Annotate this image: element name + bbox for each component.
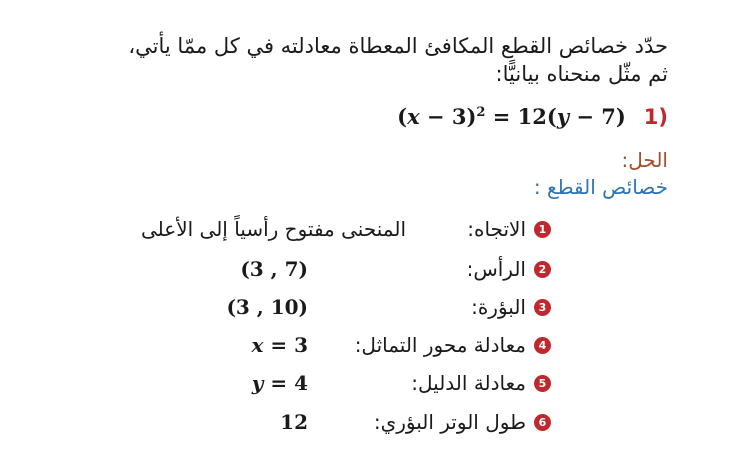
property-value: y = 4 — [251, 371, 308, 395]
problem-number: 1) — [643, 105, 668, 129]
property-value: 12 — [280, 410, 308, 434]
number-bullet: 5 — [534, 375, 551, 392]
property-label: الاتجاه: — [467, 217, 526, 241]
problem-equation: $(x - 3)^2 = 12(y - 7)$ — [397, 104, 626, 129]
solution-heading: الحل: — [621, 148, 668, 172]
question-line-2: ثم مثّل منحناه بيانيًّا: — [495, 62, 668, 86]
property-label: معادلة محور التماثل: — [354, 333, 526, 357]
number-bullet: 4 — [534, 337, 551, 354]
number-bullet: 2 — [534, 261, 551, 278]
properties-heading: خصائص القطع : — [533, 175, 668, 199]
property-label: الرأس: — [466, 257, 526, 281]
property-label: البؤرة: — [471, 295, 526, 319]
number-bullet: 1 — [534, 221, 551, 238]
property-value: x = 3 — [251, 333, 308, 357]
number-bullet: 3 — [534, 299, 551, 316]
property-label: طول الوتر البؤري: — [373, 410, 526, 434]
problem-row — [397, 104, 668, 129]
property-label: معادلة الدليل: — [411, 371, 526, 395]
property-value: المنحنى مفتوح رأسياً إلى الأعلى — [140, 217, 406, 241]
property-value: (3 , 7) — [240, 257, 308, 281]
property-value: (3 , 10) — [226, 295, 308, 319]
number-bullet: 6 — [534, 414, 551, 431]
question-line-1: حدّد خصائص القطع المكافئ المعطاة معادلته في كل ممّا يأتي، — [128, 34, 668, 58]
